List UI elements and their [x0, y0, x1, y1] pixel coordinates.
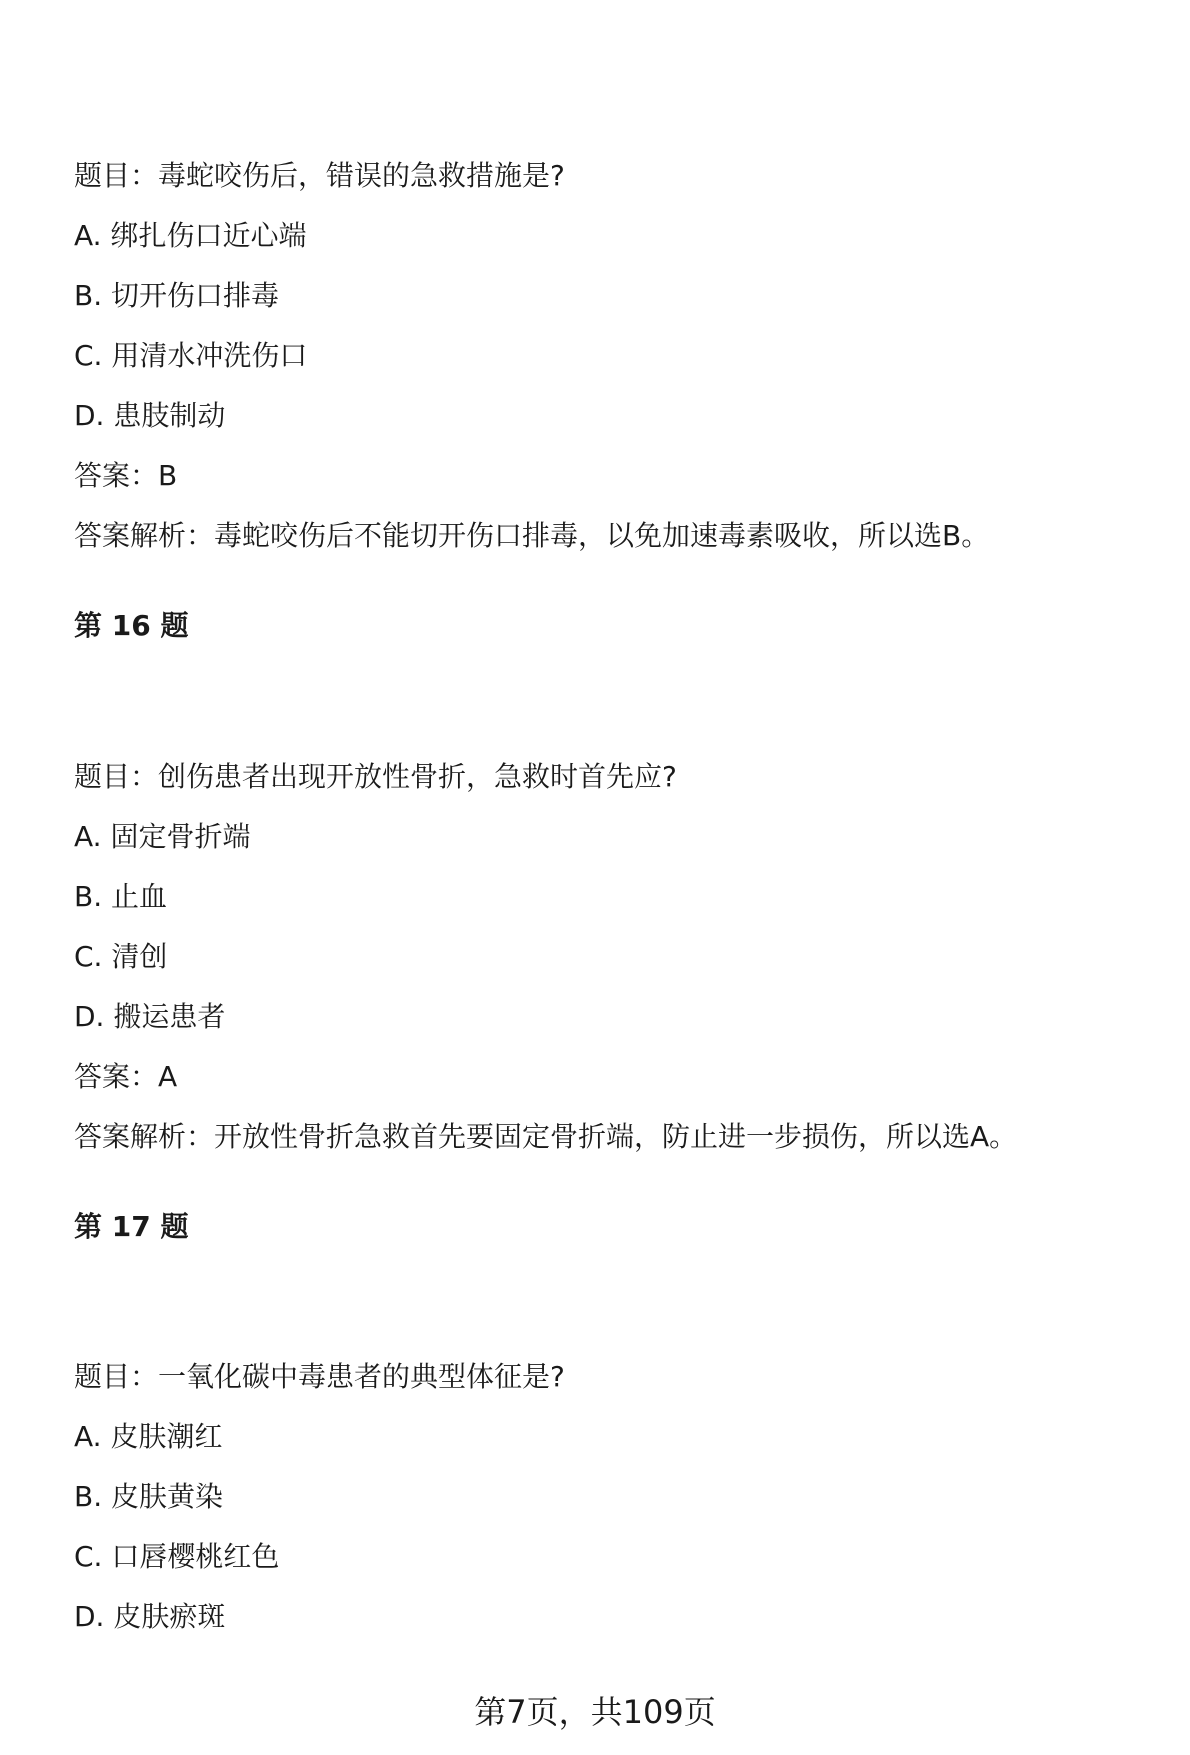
- question-text: 题目：一氧化碳中毒患者的典型体征是?: [74, 1360, 565, 1393]
- option-d: D. 皮肤瘀斑: [74, 1600, 226, 1633]
- question-text: 题目：毒蛇咬伤后，错误的急救措施是?: [74, 159, 565, 192]
- page-number: 第7页，共109页: [474, 1693, 716, 1731]
- option-d: D. 搬运患者: [74, 1000, 226, 1033]
- option-b: B. 止血: [74, 880, 168, 913]
- option-d: D. 患肢制动: [74, 399, 226, 432]
- question-heading: 第 17 题: [74, 1210, 189, 1243]
- option-a: A. 固定骨折端: [74, 820, 251, 853]
- option-a: A. 绑扎伤口近心端: [74, 219, 307, 252]
- option-b: B. 切开伤口排毒: [74, 279, 280, 312]
- answer: 答案：A: [74, 1060, 178, 1093]
- question-text: 题目：创伤患者出现开放性骨折，急救时首先应?: [74, 760, 677, 793]
- option-b: B. 皮肤黄染: [74, 1480, 224, 1513]
- option-c: C. 口唇樱桃红色: [74, 1540, 280, 1573]
- question-heading: 第 16 题: [74, 609, 189, 642]
- option-c: C. 清创: [74, 940, 168, 973]
- option-c: C. 用清水冲洗伤口: [74, 339, 308, 372]
- answer: 答案：B: [74, 459, 178, 492]
- option-a: A. 皮肤潮红: [74, 1420, 223, 1453]
- answer-explanation: 答案解析：毒蛇咬伤后不能切开伤口排毒，以免加速毒素吸收，所以选B。: [74, 519, 990, 552]
- answer-explanation: 答案解析：开放性骨折急救首先要固定骨折端，防止进一步损伤，所以选A。: [74, 1120, 1018, 1153]
